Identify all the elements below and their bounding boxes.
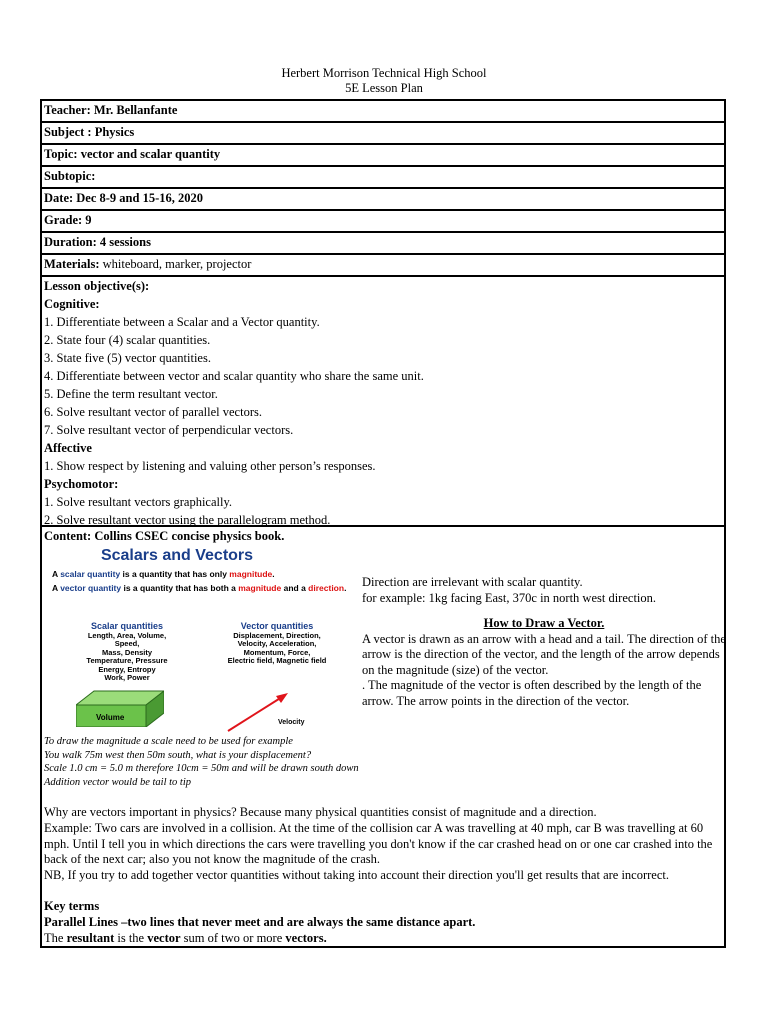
scalars-vectors-infographic bbox=[52, 547, 358, 727]
materials-row: Materials: whiteboard, marker, projector bbox=[42, 255, 724, 277]
resultant-definition: The resultant is the vector sum of two or more vectors. bbox=[44, 931, 327, 945]
cognitive-item: 2. State four (4) scalar quantities. bbox=[44, 333, 211, 347]
cognitive-item: 5. Define the term resultant vector. bbox=[44, 387, 218, 401]
scalar-quantities-list: Scalar quantities Length, Area, Volume, Speed, Mass, Density Temperature, Pressure Energy, Entropy Work, Power bbox=[86, 621, 168, 682]
how-to-draw-heading: How to Draw a Vector. bbox=[483, 616, 605, 630]
svg-text:Velocity: Velocity bbox=[278, 719, 305, 726]
vector-quantities-list: Vector quantities Displacement, Direction, Velocity, Acceleration, Momentum, Force, Electric field, Magnetic field bbox=[227, 621, 327, 665]
collision-example: Example: Two cars are involved in a collision. At the time of the collision car A was travelling at 40 mph, car B was travelling at 60 mph. Until I tell you in which directions the cars were travelling you don't know if the car crashed head on or one car crashed into the back of the next car; also you not know the magnitude of the crash. bbox=[44, 821, 713, 866]
school-name: Herbert Morrison Technical High School bbox=[281, 66, 487, 80]
document-header bbox=[0, 66, 768, 96]
cognitive-item: 1. Differentiate between a Scalar and a Vector quantity. bbox=[44, 315, 320, 329]
how-to-paragraph-2: . The magnitude of the vector is often described by the length of the arrow. The arrow points in the direction of the vector. bbox=[362, 678, 702, 708]
vector-explanation bbox=[362, 575, 726, 709]
grade-row: Grade: 9 bbox=[42, 211, 724, 233]
lesson-plan-table bbox=[40, 99, 726, 948]
subject-row: Subject : Physics bbox=[42, 123, 724, 145]
cognitive-label: Cognitive: bbox=[44, 297, 100, 311]
objectives-heading: Lesson objective(s): bbox=[44, 279, 150, 293]
affective-label: Affective bbox=[44, 441, 92, 455]
volume-box-icon bbox=[76, 687, 164, 727]
scalar-definition: A scalar quantity is a quantity that has only magnitude. bbox=[52, 569, 275, 579]
psychomotor-item: 2. Solve resultant vector using the parallelogram method. bbox=[44, 513, 331, 527]
scalar-direction-note: Direction are irrelevant with scalar quantity. bbox=[362, 575, 583, 589]
affective-item: 1. Show respect by listening and valuing other person’s responses. bbox=[44, 459, 376, 473]
scale-example: To draw the magnitude a scale need to be used for example You walk 75m west then 50m south, what is your displacement? Scale 1.0 cm = 5.0 m therefore 10cm = 50m and will be drawn south down Addition vector would be tail to tip bbox=[44, 736, 359, 788]
date-row: Date: Dec 8-9 and 15-16, 2020 bbox=[42, 189, 724, 211]
nb-note: NB, If you try to add together vector quantities without taking into account their direction you'll get results that are incorrect. bbox=[44, 868, 669, 882]
duration-row: Duration: 4 sessions bbox=[42, 233, 724, 255]
cognitive-item: 6. Solve resultant vector of parallel vectors. bbox=[44, 405, 262, 419]
cognitive-item: 3. State five (5) vector quantities. bbox=[44, 351, 211, 365]
objectives-section bbox=[42, 277, 724, 527]
teacher-row: Teacher: Mr. Bellanfante bbox=[42, 101, 724, 123]
parallel-lines-definition: Parallel Lines –two lines that never meet and are always the same distance apart. bbox=[44, 915, 476, 929]
plan-title: 5E Lesson Plan bbox=[345, 81, 423, 95]
topic-row: Topic: vector and scalar quantity bbox=[42, 145, 724, 167]
cognitive-item: 4. Differentiate between vector and scalar quantity who share the same unit. bbox=[44, 369, 424, 383]
infographic-title: Scalars and Vectors bbox=[100, 547, 254, 564]
scalar-example: for example: 1kg facing East, 370c in north west direction. bbox=[362, 590, 657, 605]
vector-definition: A vector quantity is a quantity that has both a magnitude and a direction. bbox=[52, 583, 347, 593]
svg-text:Volume: Volume bbox=[96, 713, 125, 722]
psychomotor-label: Psychomotor: bbox=[44, 477, 119, 491]
content-heading: Content: Collins CSEC concise physics book. bbox=[44, 529, 285, 543]
content-section bbox=[42, 529, 726, 945]
subtopic-row: Subtopic: bbox=[42, 167, 724, 189]
why-vectors-paragraph: Why are vectors important in physics? Because many physical quantities consist of magnitude and a direction. bbox=[44, 805, 597, 819]
psychomotor-item: 1. Solve resultant vectors graphically. bbox=[44, 495, 233, 509]
key-terms-heading: Key terms bbox=[44, 899, 100, 913]
velocity-arrow-icon bbox=[222, 677, 322, 737]
how-to-paragraph-1: A vector is drawn as an arrow with a head and a tail. The direction of the arrow is the direction of the vector, and the length of the arrow depends on the magnitude (size) of the vector. bbox=[362, 631, 726, 677]
cognitive-item: 7. Solve resultant vector of perpendicular vectors. bbox=[44, 423, 294, 437]
